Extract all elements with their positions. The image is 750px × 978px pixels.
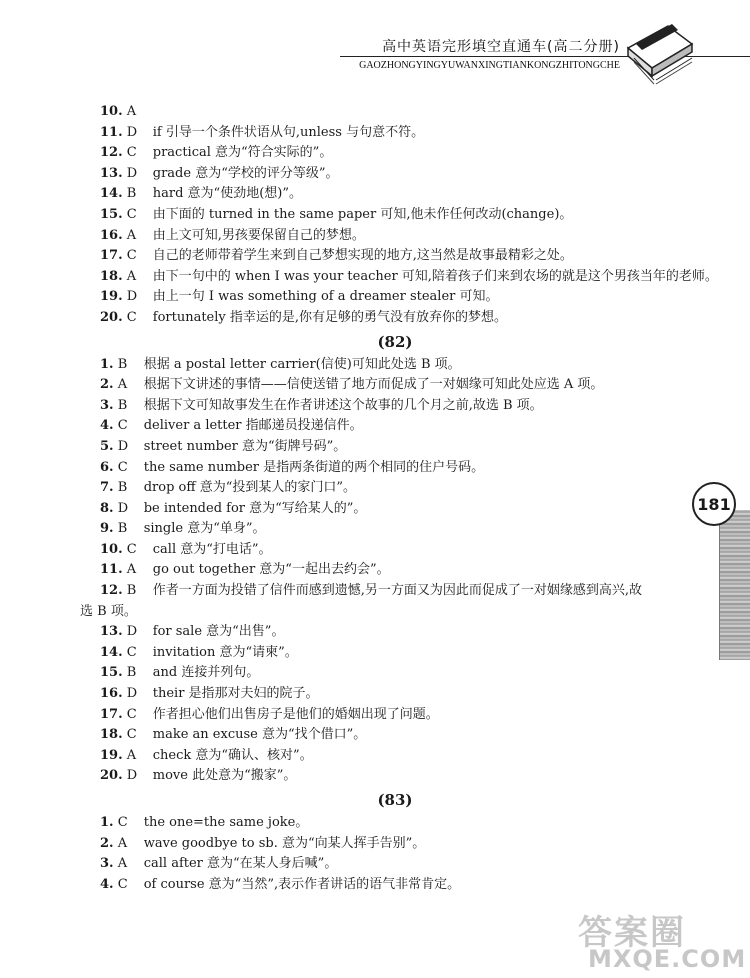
page-edge-strip — [719, 510, 750, 660]
answer-letter: A — [126, 104, 137, 119]
answer-letter: C — [126, 248, 137, 264]
explanation-text: make an excuse 意为“找个借口”。 — [152, 727, 367, 743]
answer-letter: C — [117, 459, 128, 475]
answer-item — [100, 226, 690, 247]
answer-item — [100, 519, 690, 540]
item-number: 13. — [100, 165, 123, 181]
explanation-text: 自己的老师带着学生来到自己梦想实现的地方,这当然是故事最精彩之处。 — [152, 248, 573, 264]
explanation-text: 由下面的 turned in the same paper 可知,他未作任何改动(change)。 — [152, 206, 573, 222]
explanation-text: 根据下文可知故事发生在作者讲述这个故事的几个月之前,故选 B 项。 — [143, 397, 543, 413]
answer-letter: A — [117, 835, 128, 851]
answer-item — [100, 287, 690, 308]
item-number: 15. — [100, 665, 123, 681]
explanation-text: drop off 意为“投到某人的家门口”。 — [143, 480, 357, 496]
answer-item — [100, 813, 690, 834]
book-title: 高中英语完形填空直通车(高二分册) — [382, 39, 620, 55]
section-title: (83) — [377, 791, 413, 809]
item-number: 14. — [100, 186, 123, 202]
answer-item — [100, 102, 690, 123]
answer-item — [100, 478, 690, 499]
answer-item — [100, 560, 690, 581]
answer-item — [100, 205, 690, 226]
item-number: 17. — [100, 248, 123, 264]
item-number: 9. — [100, 521, 114, 537]
explanation-text: 由上一句 I was something of a dreamer stealer 可知。 — [152, 289, 499, 305]
answer-letter: B — [126, 186, 137, 202]
answer-letter: D — [117, 438, 129, 454]
explanation-text: single 意为“单身”。 — [143, 521, 266, 537]
item-number: 16. — [100, 686, 123, 702]
answer-letter: C — [126, 706, 137, 722]
answer-item — [100, 766, 690, 787]
section-title: (82) — [377, 332, 413, 351]
item-number: 4. — [100, 418, 114, 434]
answer-item — [100, 308, 690, 329]
answer-item — [100, 622, 690, 643]
answer-letter: A — [126, 227, 137, 243]
item-number: 5. — [100, 438, 114, 454]
answer-letter: A — [117, 856, 128, 872]
answer-item — [100, 581, 690, 602]
answer-letter: D — [126, 165, 138, 181]
explanation-text: call 意为“打电话”。 — [152, 541, 272, 557]
item-number: 3. — [100, 856, 114, 872]
answer-item — [100, 437, 690, 458]
answer-letter: D — [126, 124, 138, 140]
answer-letter: D — [126, 624, 138, 640]
explanation-text: fortunately 指幸运的是,你有足够的勇气没有放弃你的梦想。 — [152, 309, 508, 325]
explanation-text: invitation 意为“请柬”。 — [152, 644, 298, 660]
explanation-text: go out together 意为“一起出去约会”。 — [152, 562, 390, 578]
answer-letter: C — [117, 876, 128, 892]
explanation-text: move 此处意为“搬家”。 — [152, 768, 297, 784]
item-number: 1. — [100, 815, 114, 830]
answer-item — [100, 123, 690, 144]
answer-letter: B — [126, 583, 137, 599]
book-stack-icon — [620, 18, 695, 88]
answer-item — [100, 396, 690, 417]
answer-letter: D — [117, 500, 129, 516]
answer-letter: A — [117, 377, 128, 393]
item-number: 8. — [100, 500, 114, 516]
explanation-text: practical 意为“符合实际的”。 — [152, 145, 333, 161]
answer-item — [100, 246, 690, 267]
answer-letter: C — [117, 418, 128, 434]
explanation-text: wave goodbye to sb. 意为“向某人挥手告别”。 — [143, 835, 426, 851]
item-number: 15. — [100, 206, 123, 222]
page-number: 181 — [692, 482, 736, 526]
answer-item — [100, 875, 690, 896]
answer-letter: A — [126, 562, 137, 578]
answer-item — [100, 267, 718, 288]
answer-item — [100, 854, 690, 875]
item-number: 1. — [100, 356, 114, 372]
explanation-text: 由下一句中的 when I was your teacher 可知,陪着孩子们来到农场的就是这个男孩当年的老师。 — [152, 268, 718, 284]
answer-item — [100, 834, 690, 855]
answer-item — [100, 499, 690, 520]
item-number: 2. — [100, 835, 114, 851]
explanation-continuation: 选 B 项。 — [80, 603, 137, 619]
item-number: 12. — [100, 145, 123, 161]
answer-letter: A — [126, 747, 137, 763]
answer-item — [100, 684, 690, 705]
explanation-text: deliver a letter 指邮递员投递信件。 — [143, 418, 363, 434]
item-number: 20. — [100, 768, 123, 784]
answer-item — [100, 375, 690, 396]
answer-letter: D — [126, 768, 138, 784]
answer-letter: C — [117, 815, 128, 830]
explanation-text: street number 意为“街牌号码”。 — [143, 438, 347, 454]
item-number: 11. — [100, 124, 123, 140]
answer-item — [100, 705, 690, 726]
answer-letter: B — [126, 665, 137, 681]
watermark-text-url: MXQE.COM — [588, 945, 747, 973]
explanation-text: 根据 a postal letter carrier(信使)可知此处选 B 项。 — [143, 356, 461, 372]
explanation-text: if 引导一个条件状语从句,unless 与句意不符。 — [152, 124, 425, 140]
answer-letter: B — [117, 480, 128, 496]
answer-item — [100, 663, 690, 684]
answer-item — [100, 416, 690, 437]
watermark-text-cn: 答案圈 — [578, 913, 686, 953]
answer-item — [100, 540, 690, 561]
item-number: 17. — [100, 706, 123, 722]
item-number: 6. — [100, 459, 114, 475]
answer-letter: C — [126, 541, 137, 557]
book-title-pinyin: GAOZHONGYINGYUWANXINGTIANKONGZHITONGCHE — [359, 60, 620, 71]
answer-item — [100, 143, 690, 164]
item-number: 13. — [100, 624, 123, 640]
explanation-text: of course 意为“当然”,表示作者讲话的语气非常肯定。 — [143, 876, 461, 892]
answer-item — [100, 725, 690, 746]
answer-letter: C — [126, 206, 137, 222]
answer-letter: C — [126, 644, 137, 660]
answer-letter: C — [126, 727, 137, 743]
explanation-text: check 意为“确认、核对”。 — [152, 747, 313, 763]
item-number: 19. — [100, 289, 123, 305]
answer-letter: B — [117, 356, 128, 372]
item-number: 12. — [100, 583, 123, 599]
explanation-text: 作者一方面为投错了信件而感到遗憾,另一方面又为因此而促成了一对姻缘感到高兴,故 — [152, 583, 643, 599]
answer-letter: B — [117, 521, 128, 537]
item-number: 18. — [100, 268, 123, 284]
item-number: 20. — [100, 309, 123, 325]
answer-letter: C — [126, 145, 137, 161]
item-number: 10. — [100, 541, 123, 557]
explanation-text: their 是指那对夫妇的院子。 — [152, 686, 319, 702]
explanation-text: 根据下文讲述的事情——信使送错了地方而促成了一对姻缘可知此处应选 A 项。 — [143, 377, 604, 393]
answer-letter: C — [126, 309, 137, 325]
watermark-logo — [568, 905, 748, 975]
item-number: 19. — [100, 747, 123, 763]
explanation-text: and 连接并列句。 — [152, 665, 260, 681]
answer-item — [100, 746, 690, 767]
explanation-text: call after 意为“在某人身后喊”。 — [143, 856, 338, 872]
item-number: 10. — [100, 104, 123, 119]
answer-letter: A — [126, 268, 137, 284]
answer-item — [100, 458, 690, 479]
answer-letter: B — [117, 397, 128, 413]
explanation-text: for sale 意为“出售”。 — [152, 624, 285, 640]
explanation-text: hard 意为“使劲地(想)”。 — [152, 186, 302, 202]
item-number: 7. — [100, 480, 114, 496]
explanation-text: 作者担心他们出售房子是他们的婚姻出现了问题。 — [152, 706, 439, 722]
explanation-text: the one=the same joke。 — [143, 815, 309, 830]
answer-item — [100, 643, 690, 664]
answer-letter: D — [126, 686, 138, 702]
answer-item — [100, 164, 690, 185]
item-number: 3. — [100, 397, 114, 413]
explanation-text: 由上文可知,男孩要保留自己的梦想。 — [152, 227, 365, 243]
item-number: 18. — [100, 727, 123, 743]
item-number: 4. — [100, 876, 114, 892]
item-number: 16. — [100, 227, 123, 243]
answer-item — [100, 184, 690, 205]
answer-item — [100, 355, 690, 376]
explanation-text: the same number 是指两条街道的两个相同的住户号码。 — [143, 459, 485, 475]
explanation-text: grade 意为“学校的评分等级”。 — [152, 165, 339, 181]
answer-letter: D — [126, 289, 138, 305]
item-number: 14. — [100, 644, 123, 660]
explanation-text: be intended for 意为“写给某人的”。 — [143, 500, 367, 516]
item-number: 11. — [100, 562, 123, 578]
item-number: 2. — [100, 377, 114, 393]
